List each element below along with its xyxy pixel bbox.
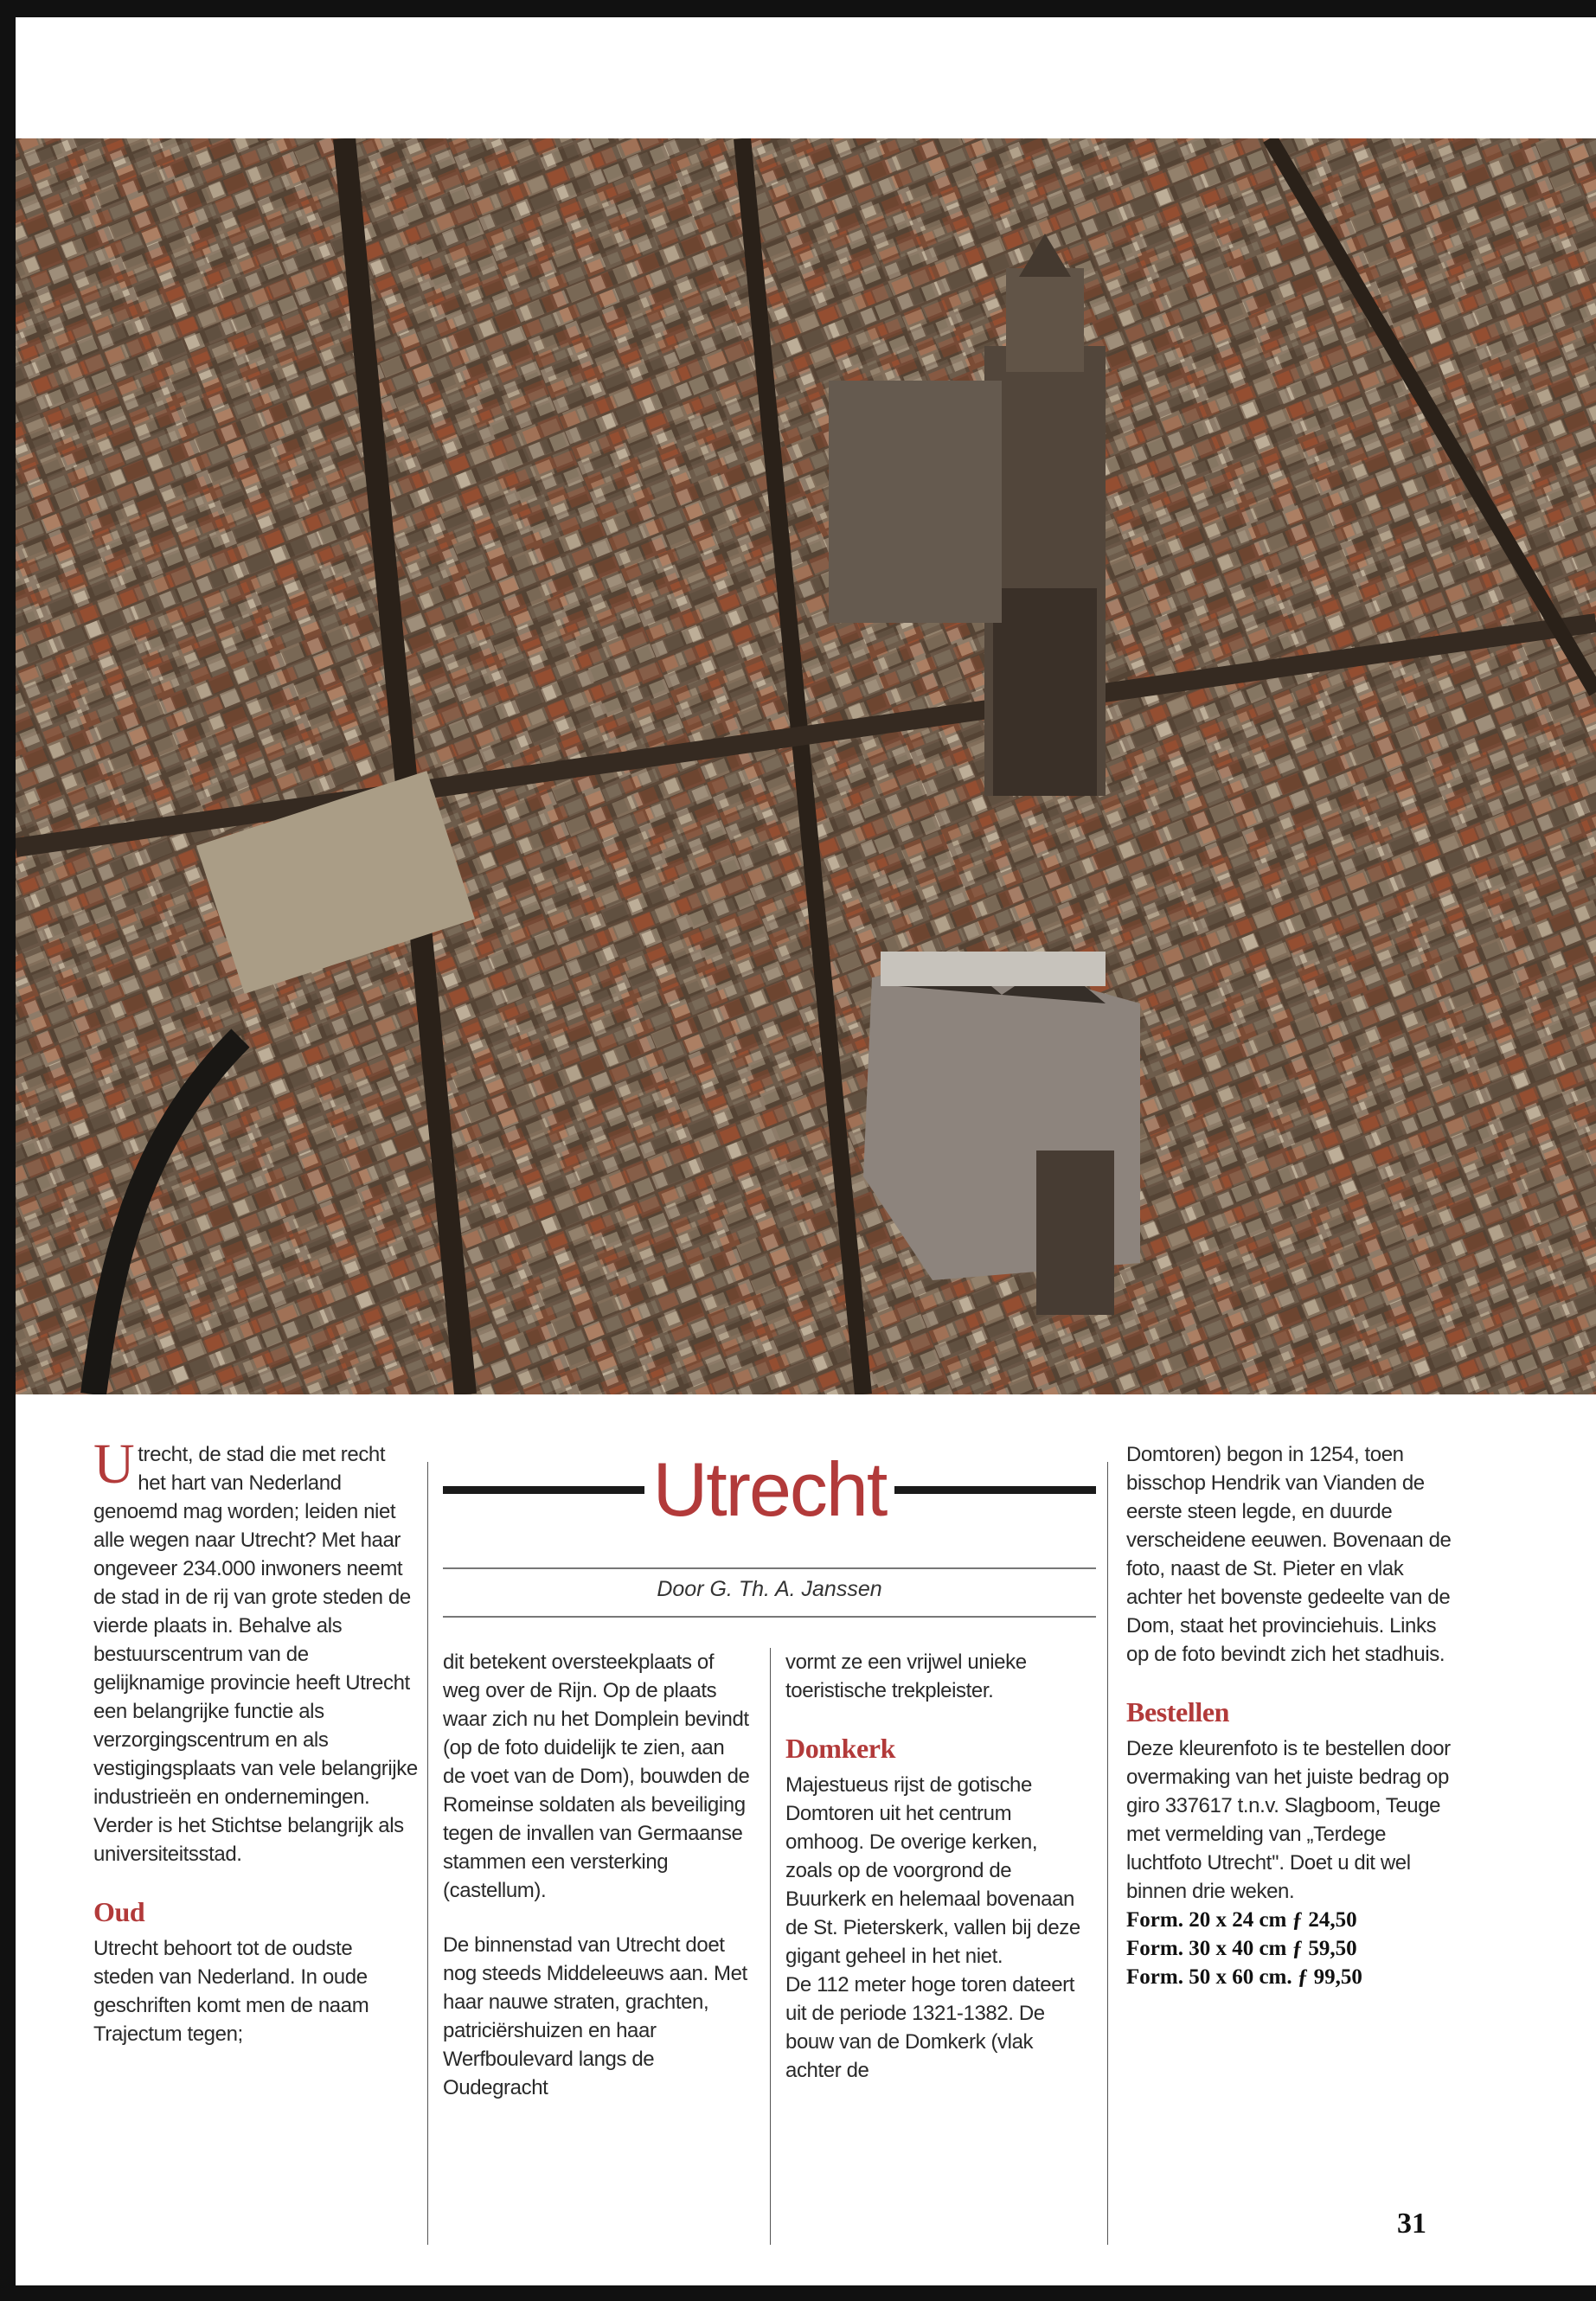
drop-cap: U — [93, 1433, 135, 1496]
subhead-oud: Oud — [93, 1896, 145, 1927]
order-format-3: Form. 50 x 60 cm. ƒ 99,50 — [1126, 1965, 1362, 1989]
title-rule-top — [443, 1567, 1096, 1569]
intro-paragraph: trecht, de stad die met recht het hart van Nederland genoemd mag worden; leiden niet alle wegen naar Utrecht? Met haar ongeveer 234.000 inwoners neemt de stad in de rij van grote steden de vierde plaats in. Behalve als bestuurscentrum van de gelijknamige provincie heeft Utrecht een belangrijke functie als verzorgingscentrum en als vestigingsplaats van vele belangrijke industrieën en ondernemingen. Verder is het Stichtse belangrijk als universiteitsstad. — [93, 1443, 418, 1866]
aerial-city-photo — [16, 138, 1596, 1394]
article-column-4 — [1126, 1440, 1455, 1991]
order-format-2: Form. 30 x 40 cm ƒ 59,50 — [1126, 1937, 1357, 1960]
paragraph: De binnenstad van Utrecht doet nog steeds Middeleeuws aan. Met haar nauwe straten, grachten, patriciërshuizen en haar Werfboulevard langs de Oudegracht — [443, 1933, 747, 2099]
column-divider — [1107, 1462, 1108, 2245]
paragraph: dit betekent oversteekplaats of weg over de Rijn. Op de plaats waar zich nu het Domplein bevindt (op de foto duidelijk te zien, aan de voet van de Dom), bouwden de Romeinse soldaten als beveiliging tegen de invallen van Germaanse stammen een versterking (castellum). — [443, 1650, 750, 1902]
article-column-1 — [93, 1433, 418, 2048]
subhead-domkerk: Domkerk — [785, 1733, 895, 1764]
byline: Door G. Th. A. Janssen — [657, 1577, 882, 1601]
paragraph: De 112 meter hoge toren dateert uit de periode 1321-1382. De bouw van de Domkerk (vlak achter de — [785, 1973, 1075, 2082]
paragraph: Domtoren) begon in 1254, toen bisschop Hendrik van Vianden de eerste steen legde, en duurde verscheidene eeuwen. Bovenaan de foto, naast de St. Pieter en vlak achter het bovenste gedeelte van de Dom, staat het provinciehuis. Links op de foto bevindt zich het stadhuis. — [1126, 1443, 1452, 1666]
column-divider — [770, 1648, 771, 2245]
paragraph: Majestueus rijst de gotische Domtoren uit het centrum omhoog. De overige kerken, zoals op de voorgrond de Buurkerk en helemaal bovenaan de St. Pieterskerk, vallen bij deze gigant geheel in het niet. — [785, 1773, 1080, 1968]
page-border-bottom — [0, 2285, 1596, 2301]
article-column-3 — [785, 1648, 1084, 2085]
article-title: Utrecht — [644, 1446, 895, 1532]
article-title-block — [443, 1446, 1096, 1533]
article-column-2 — [443, 1648, 750, 2102]
column-divider — [427, 1462, 428, 2245]
order-format-1: Form. 20 x 24 cm ƒ 24,50 — [1126, 1908, 1357, 1932]
title-rule-bottom — [443, 1616, 1096, 1618]
paragraph: Deze kleurenfoto is te bestellen door overmaking van het juiste bedrag op giro 337617 t.n.v. Slagboom, Teuge met vermelding van „Terdege luchtfoto Utrecht''. Doet u dit wel binnen drie weken. — [1126, 1737, 1451, 1903]
subhead-bestellen: Bestellen — [1126, 1696, 1230, 1727]
page-number: 31 — [1397, 2208, 1426, 2240]
page-border-top — [0, 0, 1596, 17]
paragraph-oud: Utrecht behoort tot de oudste steden van Nederland. In oude geschriften komt men de naam Trajectum tegen; — [93, 1937, 369, 2046]
paragraph: vormt ze een vrijwel unieke toeristische trekpleister. — [785, 1650, 1027, 1702]
page-border-left — [0, 0, 16, 2301]
